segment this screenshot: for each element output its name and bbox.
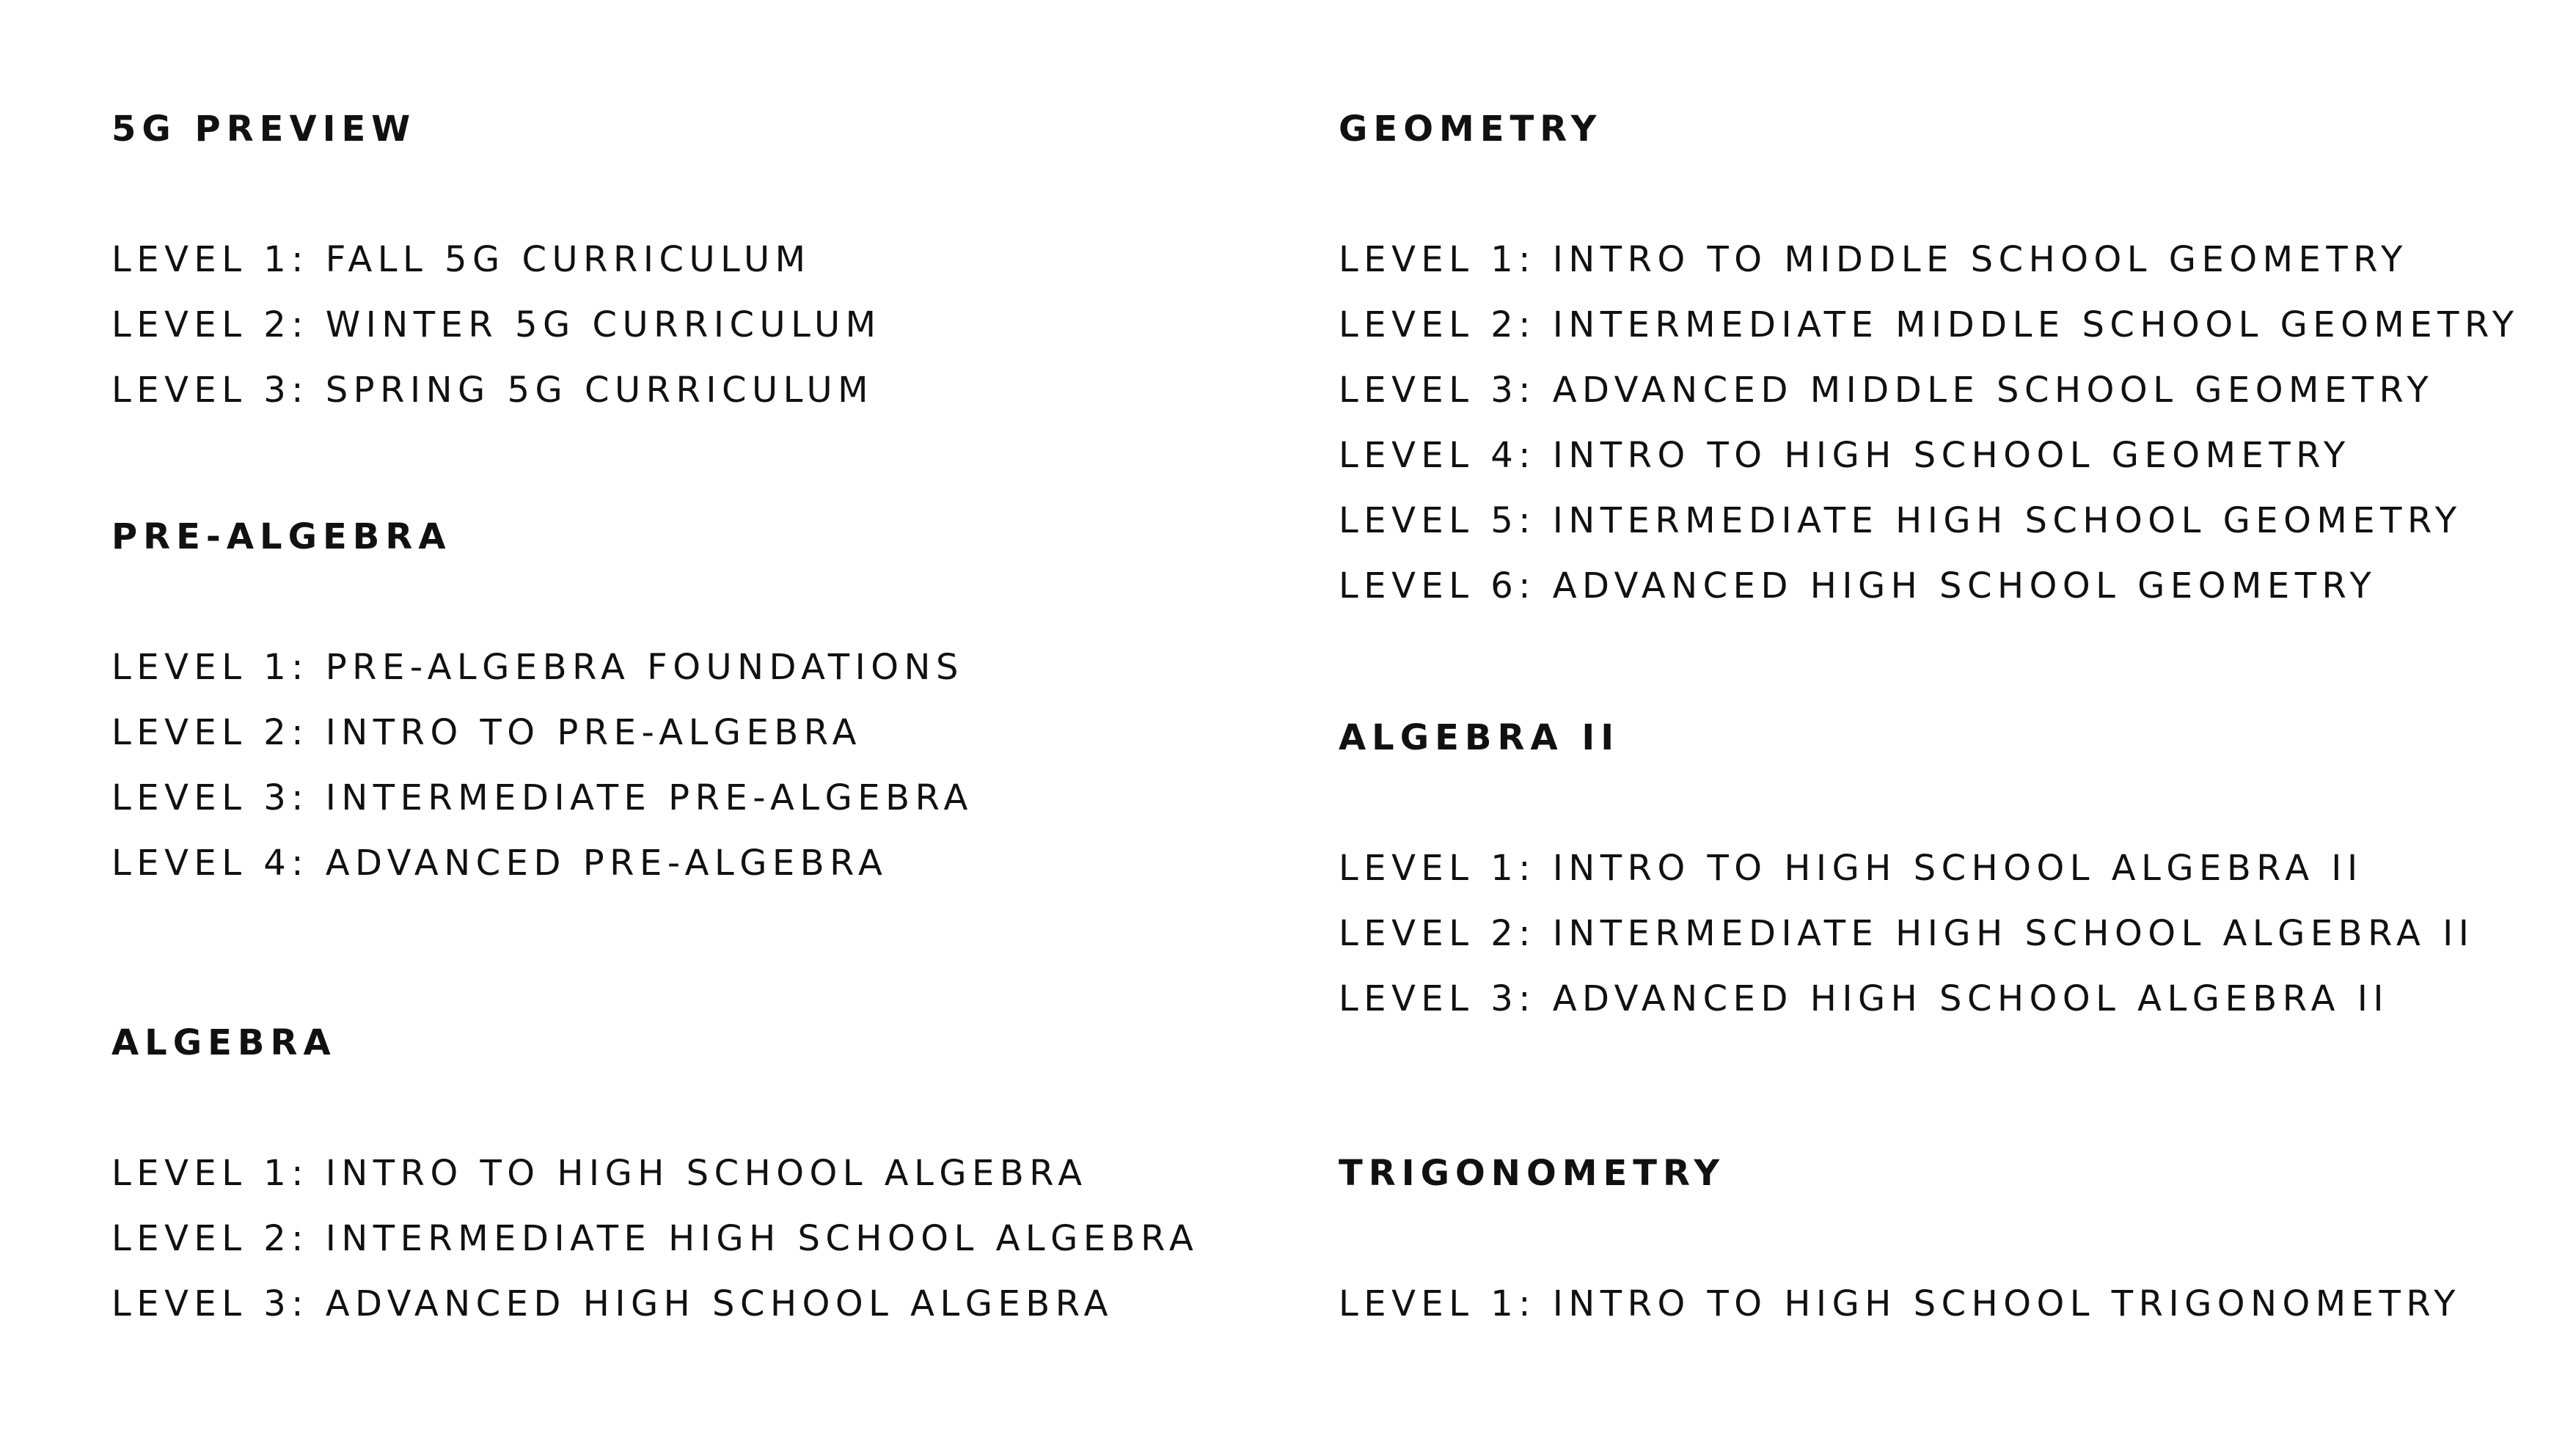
section-heading-algebra-ii: ALGEBRA II bbox=[1339, 717, 1620, 758]
section-heading-algebra: ALGEBRA bbox=[111, 1022, 337, 1063]
course-level-item: LEVEL 2: INTERMEDIATE MIDDLE SCHOOL GEOMETRY bbox=[1339, 304, 2520, 345]
course-level-item: LEVEL 4: ADVANCED PRE-ALGEBRA bbox=[111, 843, 888, 884]
course-level-item: LEVEL 3: ADVANCED HIGH SCHOOL ALGEBRA II bbox=[1339, 978, 2390, 1019]
course-level-item: LEVEL 2: WINTER 5G CURRICULUM bbox=[111, 304, 882, 345]
section-heading-trigonometry: TRIGONOMETRY bbox=[1339, 1153, 1726, 1194]
course-level-item: LEVEL 3: ADVANCED HIGH SCHOOL ALGEBRA bbox=[111, 1283, 1113, 1324]
section-heading-geometry: GEOMETRY bbox=[1339, 109, 1603, 150]
course-level-item: LEVEL 6: ADVANCED HIGH SCHOOL GEOMETRY bbox=[1339, 565, 2377, 606]
course-level-item: LEVEL 2: INTERMEDIATE HIGH SCHOOL ALGEBRA II bbox=[1339, 913, 2475, 954]
course-level-item: LEVEL 4: INTRO TO HIGH SCHOOL GEOMETRY bbox=[1339, 435, 2351, 476]
course-level-item: LEVEL 3: ADVANCED MIDDLE SCHOOL GEOMETRY bbox=[1339, 370, 2434, 411]
course-level-item: LEVEL 3: SPRING 5G CURRICULUM bbox=[111, 370, 874, 411]
course-level-item: LEVEL 3: INTERMEDIATE PRE-ALGEBRA bbox=[111, 777, 973, 818]
course-level-item: LEVEL 1: INTRO TO HIGH SCHOOL ALGEBRA II bbox=[1339, 848, 2363, 889]
course-level-item: LEVEL 5: INTERMEDIATE HIGH SCHOOL GEOMETRY bbox=[1339, 500, 2462, 541]
section-heading-pre-algebra: PRE-ALGEBRA bbox=[111, 516, 452, 557]
course-level-item: LEVEL 1: PRE-ALGEBRA FOUNDATIONS bbox=[111, 647, 964, 688]
course-level-item: LEVEL 1: FALL 5G CURRICULUM bbox=[111, 239, 811, 280]
course-level-item: LEVEL 1: INTRO TO MIDDLE SCHOOL GEOMETRY bbox=[1339, 239, 2408, 280]
course-level-item: LEVEL 1: INTRO TO HIGH SCHOOL ALGEBRA bbox=[111, 1153, 1088, 1194]
course-level-item: LEVEL 2: INTRO TO PRE-ALGEBRA bbox=[111, 712, 862, 753]
course-level-item: LEVEL 2: INTERMEDIATE HIGH SCHOOL ALGEBRA bbox=[111, 1218, 1199, 1259]
course-level-item: LEVEL 1: INTRO TO HIGH SCHOOL TRIGONOMETRY bbox=[1339, 1283, 2461, 1324]
section-heading-5g-preview: 5G PREVIEW bbox=[111, 109, 417, 150]
